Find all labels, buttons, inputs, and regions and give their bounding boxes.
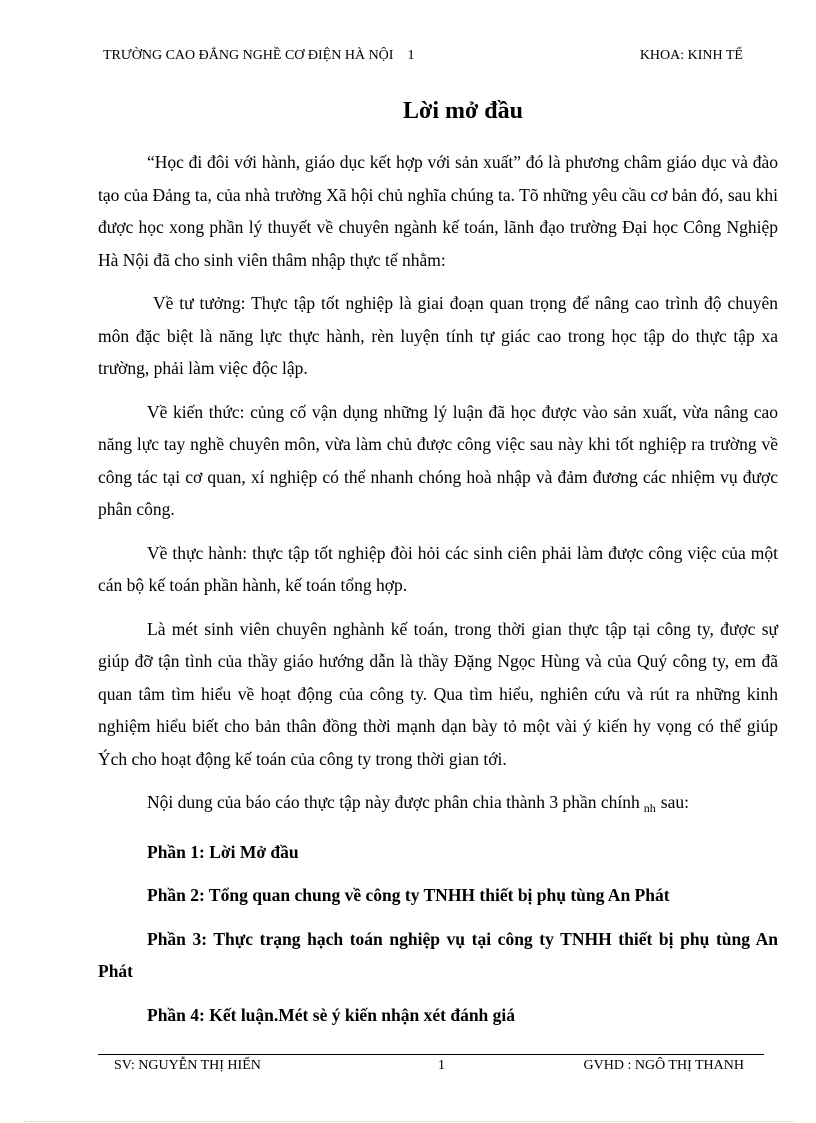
footer-page-number: 1: [438, 1058, 445, 1073]
content-intro-text: Nội dung của báo cáo thực tập này được phân chia thành 3 phần chính: [147, 792, 640, 812]
page-title: Lời mở đầu: [403, 98, 523, 124]
paragraph-ideology: Về tư tưởng: Thực tập tốt nghiệp là giai đoạn quan trọng để nâng cao trình độ chuyên môn đặc biệt là năng lực thực hành, rèn luyện tính tự giác cao trong học tập do thực tập xa trường, phải làm việc độc lập.: [98, 293, 783, 378]
paragraph-intro: “Học đi đôi với hành, giáo dục kết hợp với sản xuất” đó là phương châm giáo dục và đào tạo của Đảng ta, của nhà trường Xã hội chủ nghĩa chúng ta. Tõ những yêu cầu cơ bản đó, sau khi được học xong phần lý thuyết về chuyên ngành kế toán, lãnh đạo trường Đại học Công Nghiệp Hà Nội đã cho sinh viên thâm nhập thực tế nhằm:: [98, 152, 778, 270]
page-footer: [114, 1058, 744, 1078]
paragraph-content-intro: [98, 786, 778, 825]
page-edge: [24, 1121, 794, 1122]
header-school: TRƯỜNG CAO ĐẲNG NGHỀ CƠ ĐIỆN HÀ NỘI 1: [103, 48, 415, 63]
part-item: Phần 4: Kết luận.Mét sè ý kiến nhận xét đánh giá: [147, 1004, 516, 1025]
page-header: [103, 48, 743, 70]
paragraph-knowledge: Về kiến thức: củng cố vận dụng những lý luận đã học được vào sản xuất, vừa nâng cao năng lực tay nghề chuyên môn, vừa làm chủ được công việc sau này khi tốt nghiệp ra trường về công tác tại cơ quan, xí nghiệp có thể nhanh chóng hoà nhập và đảm đương các nhiệm vụ được phân công.: [98, 401, 778, 519]
paragraph-practice: Về thực hành: thực tập tốt nghiệp đòi hỏi các sinh ciên phải làm được công việc của một cán bộ kế toán phần hành, kế toán tổng hợp.: [98, 542, 778, 595]
content-intro-after: sau:: [660, 792, 689, 812]
part-item: Phần 1: Lời Mở đầu: [147, 841, 299, 862]
footer-student: SV: NGUYỄN THỊ HIẾN: [114, 1058, 261, 1073]
part-item: Phần 2: Tổng quan chung về công ty TNHH thiết bị phụ tùng An Phát: [147, 885, 670, 905]
content-intro-sub: nh: [643, 801, 656, 815]
part-item: Phần 3: Thực trạng hạch toán nghiệp vụ tại công ty TNHH thiết bị phụ tùng An Phát: [98, 928, 778, 981]
footer-advisor: GVHD : NGÔ THỊ THANH: [583, 1058, 744, 1073]
footer-divider: [98, 1054, 764, 1055]
document-body: [98, 146, 783, 1042]
paragraph-student: Là mét sinh viên chuyên nghành kế toán, trong thời gian thực tập tại công ty, được sự giúp đỡ tận tình của thầy giáo hướng dẫn là thầy Đặng Ngọc Hùng và của Quý công ty, em đã quan tâm tìm hiểu về hoạt động của công ty. Qua tìm hiểu, nghiên cứu và rút ra những kinh nghiệm hiểu biết cho bản thân đồng thời mạnh dạn bày tỏ một vài ý kiến hy vọng có thể giúp Ých cho hoạt động kế toán của công ty trong thời gian tới.: [98, 618, 778, 769]
header-faculty: KHOA: KINH TẾ: [639, 48, 743, 63]
